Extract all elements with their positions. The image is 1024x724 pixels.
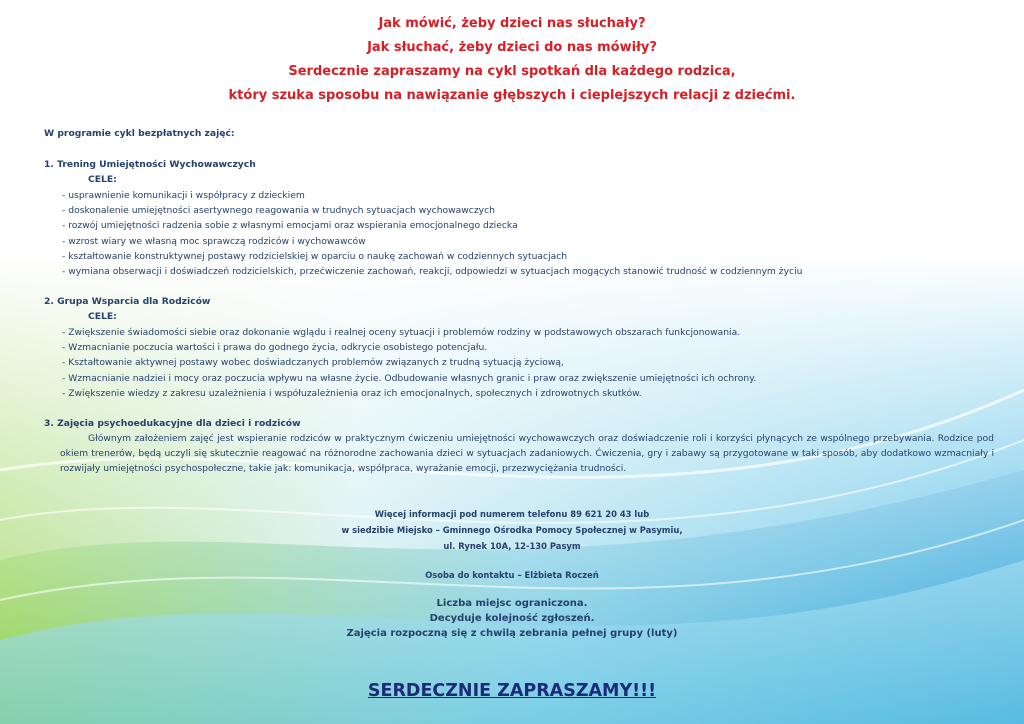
section-1-goals-label: CELE: [88,174,117,185]
headline-3: Serdecznie zapraszamy na cykl spotkań dla każdego rodzica, [288,64,736,79]
headline-2: Jak słuchać, żeby dzieci do nas mówiły? [367,40,657,55]
section-2-item: - Wzmacnianie poczucia wartości i prawa do godnego życia, odkrycie osobistego potencjału. [62,342,488,353]
note-order: Decyduje kolejność zgłoszeń. [429,613,595,624]
section-2-item: - Wzmacnianie nadziei i mocy oraz poczucia wpływu na własne życie. Odbudowanie własnych granic i praw oraz zwiększenie umiejętności ich ochrony. [62,373,757,384]
section-2-title: 2. Grupa Wsparcia dla Rodziców [44,296,211,307]
section-1-item: - wymiana obserwacji i doświadczeń rodzicielskich, przećwiczenie zachowań, reakcji, odpowiedzi w sytuacjach mogących stanowić trudność w codziennym życiu [62,266,803,277]
section-2-item: - Zwiększenie świadomości siebie oraz dokonanie wglądu i realnej oceny sytuacji i problemów rodziny w podstawowych obszarach funkcjonowania. [62,327,741,338]
note-start: Zajęcia rozpoczną się z chwilą zebrania pełnej grupy (luty) [346,628,678,639]
note-limited-places: Liczba miejsc ograniczona. [436,598,588,609]
section-1-item: - usprawnienie komunikacji i współpracy z dzieckiem [62,190,305,201]
section-1-item: - doskonalenie umiejętności asertywnego reagowania w trudnych sytuacjach wychowawczych [62,205,495,216]
section-1-item: - kształtowanie konstruktywnej postawy rodzicielskiej w oparciu o naukę zachowań w codziennych sytuacjach [62,251,568,262]
section-3-title: 3. Zajęcia psychoedukacyjne dla dzieci i rodziców [44,418,301,429]
section-3-paragraph: Głównym założeniem zajęć jest wspieranie rodziców w praktycznym ćwiczeniu umiejętności wychowawczych oraz doświadczenie roli i korzyści płynących ze wspólnego przebywania. Rodzice pod okiem trenerów, będą uczyli się skutecznie reagować na różnorodne zachowania dzieci w sytuacjach zadaniowych. Ćwiczenia, gry i zabawy są przygotowane w taki sposób, aby dodatkowo wzmacniały i rozwijały umiejętności psychospołeczne, takie jak: komunikacja, współpraca, wyrażanie emocji, przezwyciężania trudności. [60,433,994,474]
section-1-item: - rozwój umiejętności radzenia sobie z własnymi emocjami oraz wspierania emocjonalnego dziecka [62,220,518,231]
section-2-item: - Zwiększenie wiedzy z zakresu uzależnienia i współuzależnienia oraz ich emocjonalnych, społecznych i zdrowotnych skutków. [62,388,642,399]
program-intro: W programie cykl bezpłatnych zajęć: [44,128,235,139]
headline-4: który szuka sposobu na nawiązanie głębszych i cieplejszych relacji z dziećmi. [228,88,796,103]
closing-invitation: SERDECZNIE ZAPRASZAMY!!! [367,681,657,701]
contact-phone: Więcej informacji pod numerem telefonu 89 621 20 43 lub [374,509,650,519]
section-2-item: - Kształtowanie aktywnej postawy wobec doświadczanych problemów związanych z trudną sytuacją życiową, [62,357,564,368]
headline-1: Jak mówić, żeby dzieci nas słuchały? [378,16,646,31]
contact-address: ul. Rynek 10A, 12-130 Pasym [443,541,581,551]
contact-person: Osoba do kontaktu – Elżbieta Roczeń [425,570,599,580]
section-2-goals-label: CELE: [88,311,117,322]
section-1-title: 1. Trening Umiejętności Wychowawczych [44,159,256,170]
contact-office: w siedzibie Miejsko – Gminnego Ośrodka Pomocy Społecznej w Pasymiu, [341,525,683,535]
section-1-item: - wzrost wiary we własną moc sprawczą rodziców i wychowawców [62,236,366,247]
